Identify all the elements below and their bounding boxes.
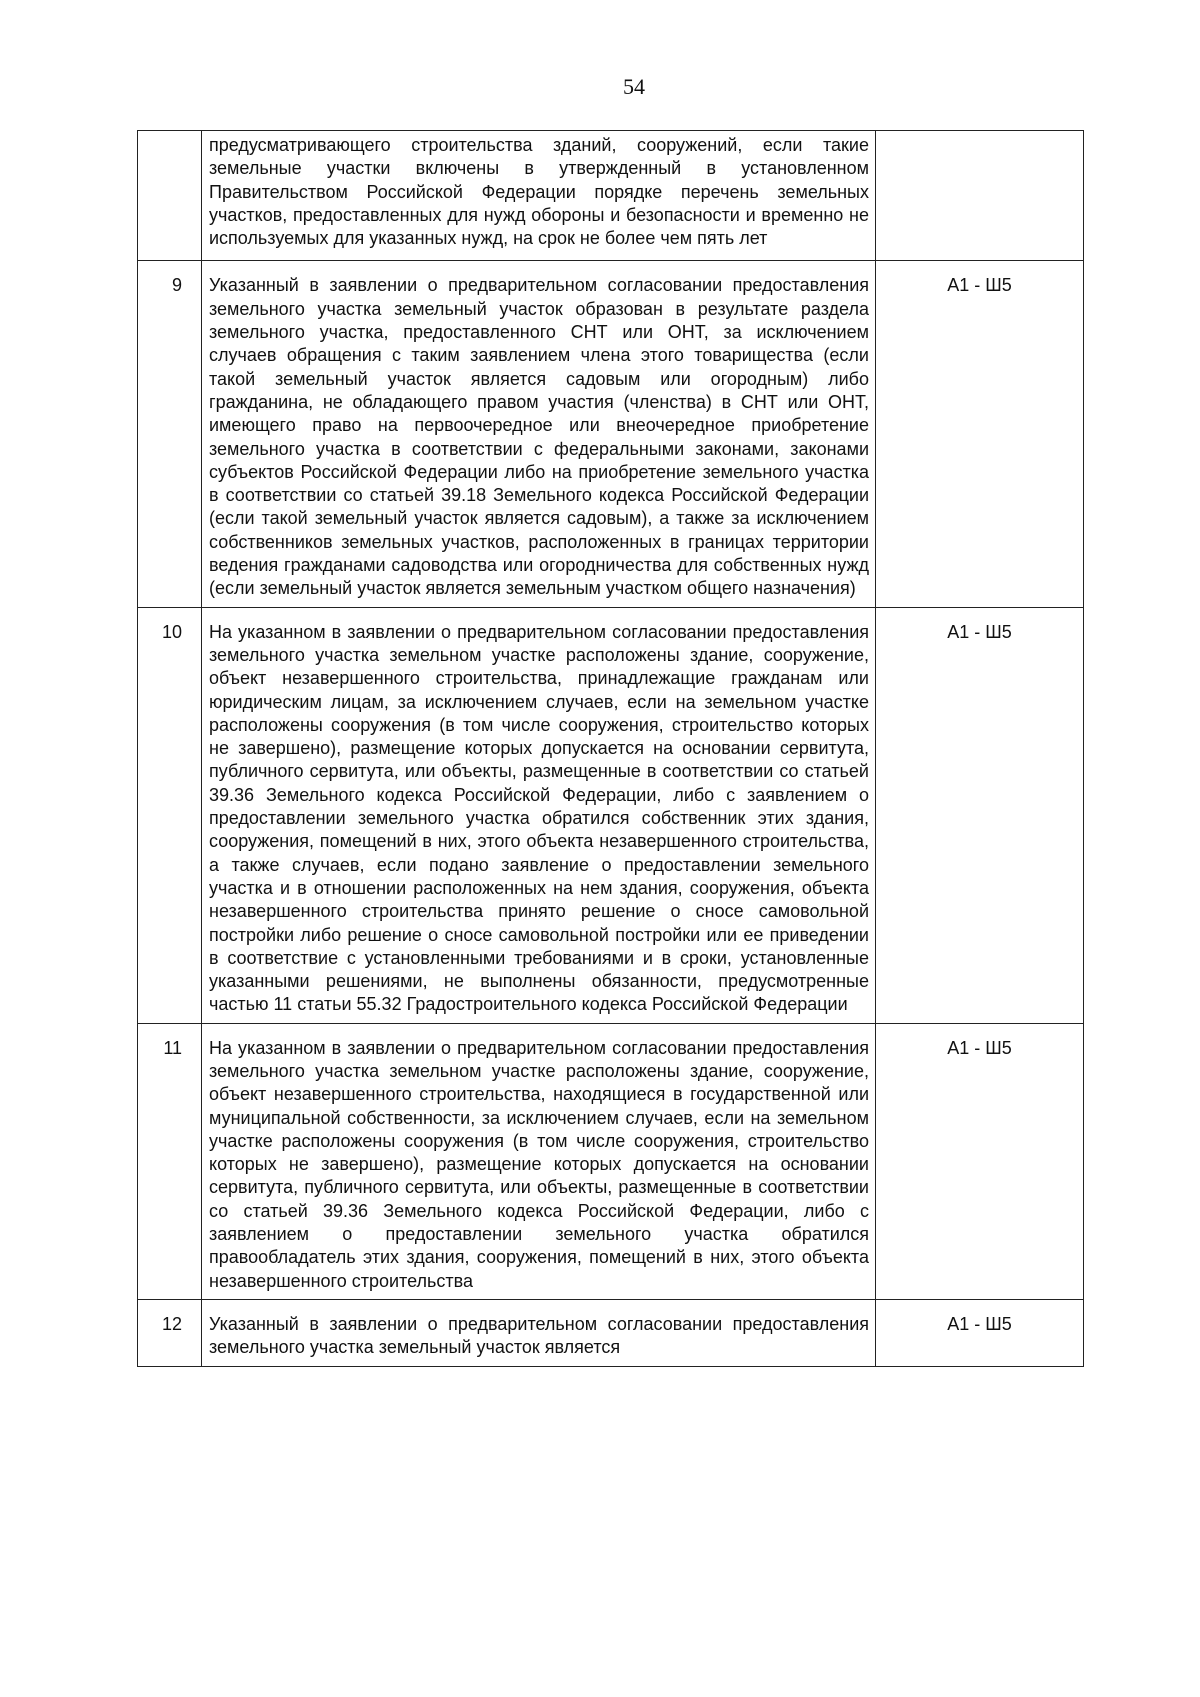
row-code-cell: А1 - Ш5 bbox=[876, 261, 1084, 607]
row-text-cell: Указанный в заявлении о предварительном согласовании предоставления земельного участка земельный участок является bbox=[202, 1299, 876, 1366]
table-row bbox=[138, 1023, 1084, 1299]
row-number-cell: 12 bbox=[138, 1299, 202, 1366]
row-number-cell: 10 bbox=[138, 607, 202, 1023]
row-text-cell: предусматривающего строительства зданий, сооружений, если такие земельные участки включены в утвержденный в установленном Правительством Российской Федерации порядке перечень земельных участков, предоставленных для нужд обороны и безопасности и временно не используемых для указанных нужд, на срок не более чем пять лет bbox=[202, 131, 876, 261]
row-code-cell: А1 - Ш5 bbox=[876, 1023, 1084, 1299]
row-text-cell: На указанном в заявлении о предварительном согласовании предоставления земельного участка земельном участке расположены здание, сооружение, объект незавершенного строительства, принадлежащие гражданам или юридическим лицам, за исключением случаев, если на земельном участке расположены сооружения (в том числе сооружения, строительство которых не завершено), размещение которых допускается на основании сервитута, публичного сервитута, или объекты, размещенные в соответствии со статьей 39.36 Земельного кодекса Российской Федерации, либо с заявлением о предоставлении земельного участка обратился собственник этих здания, сооружения, помещений в них, этого объекта незавершенного строительства, а также случаев, если подано заявление о предоставлении земельного участка и в отношении расположенных на нем здания, сооружения, объекта незавершенного строительства принято решение о сносе самовольной постройки либо решение о сносе самовольной постройки или ее приведении в соответствие с установленными требованиями и в сроки, установленные указанными решениями, не выполнены обязанности, предусмотренные частью 11 статьи 55.32 Градостроительного кодекса Российской Федерации bbox=[202, 607, 876, 1023]
table-row bbox=[138, 607, 1084, 1023]
row-number-cell: 9 bbox=[138, 261, 202, 607]
row-code-cell bbox=[876, 131, 1084, 261]
table-row bbox=[138, 261, 1084, 607]
requirements-table bbox=[137, 130, 1084, 1367]
row-number-cell bbox=[138, 131, 202, 261]
row-code-cell: А1 - Ш5 bbox=[876, 1299, 1084, 1366]
page-number: 54 bbox=[623, 74, 645, 99]
table-row bbox=[138, 1299, 1084, 1366]
row-number-cell: 11 bbox=[138, 1023, 202, 1299]
row-text-cell: Указанный в заявлении о предварительном согласовании предоставления земельного участка земельный участок образован в результате раздела земельного участка, предоставленного СНТ или ОНТ, за исключением случаев обращения с таким заявлением члена этого товарищества (если такой земельный участок является садовым или огородным) либо гражданина, не обладающего правом участия (членства) в СНТ или ОНТ, имеющего право на первоочередное или внеочередное приобретение земельного участка в соответствии с федеральными законами, законами субъектов Российской Федерации либо на приобретение земельного участка в соответствии со статьей 39.18 Земельного кодекса Российской Федерации (если такой земельный участок является садовым), а также за исключением собственников земельных участков, расположенных в границах территории ведения гражданами садоводства или огородничества для собственных нужд (если земельный участок является земельным участком общего назначения) bbox=[202, 261, 876, 607]
table-row bbox=[138, 131, 1084, 261]
row-text-cell: На указанном в заявлении о предварительном согласовании предоставления земельного участка земельном участке расположены здание, сооружение, объект незавершенного строительства, находящиеся в государственной или муниципальной собственности, за исключением случаев, если на земельном участке расположены сооружения (в том числе сооружения, строительство которых не завершено), размещение которых допускается на основании сервитута, публичного сервитута, или объекты, размещенные в соответствии со статьей 39.36 Земельного кодекса Российской Федерации, либо с заявлением о предоставлении земельного участка обратился правообладатель этих здания, сооружения, помещений в них, этого объекта незавершенного строительства bbox=[202, 1023, 876, 1299]
row-code-cell: А1 - Ш5 bbox=[876, 607, 1084, 1023]
